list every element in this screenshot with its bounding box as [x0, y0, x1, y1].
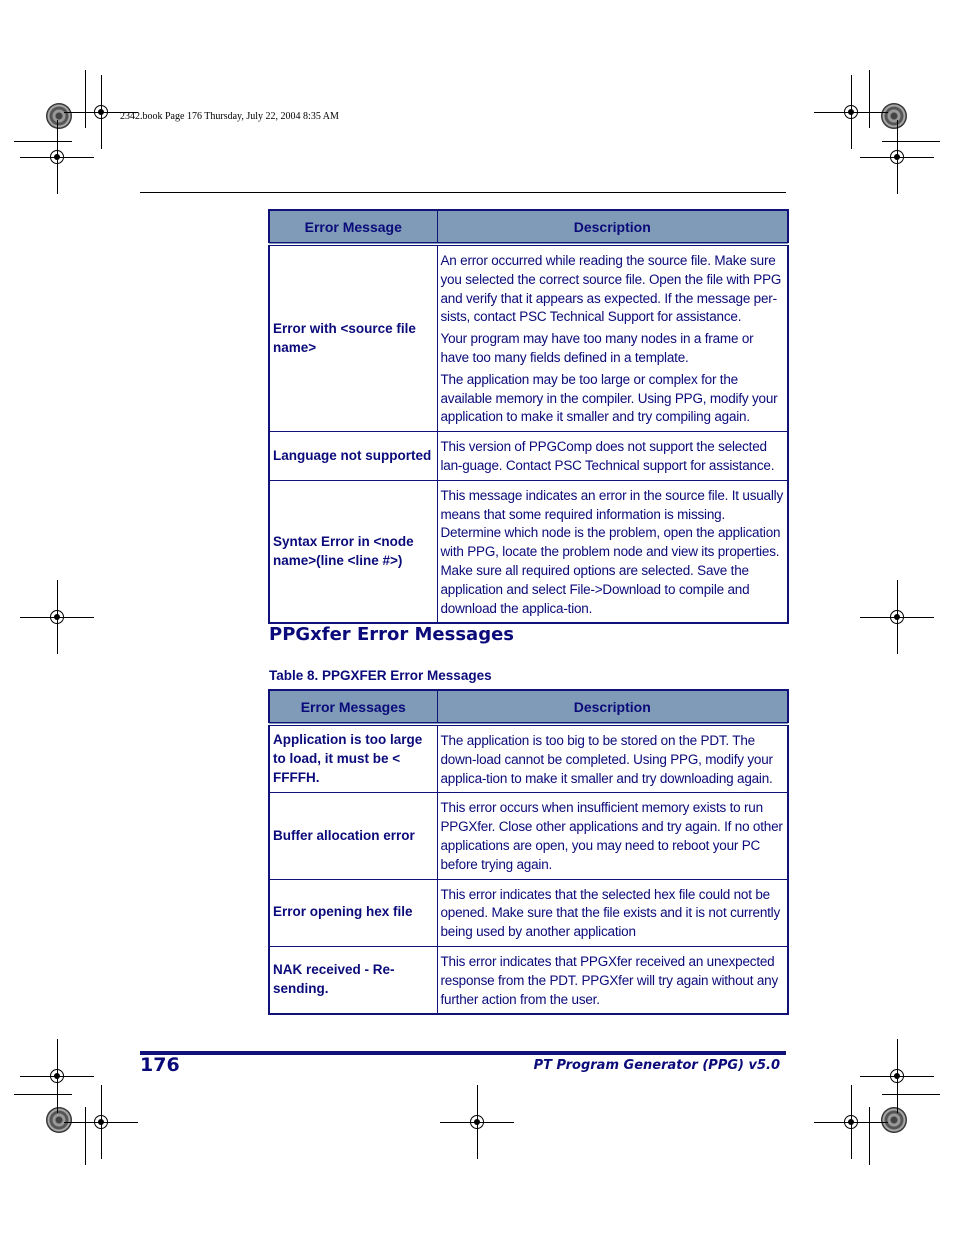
description-cell — [437, 480, 788, 623]
description-cell — [437, 879, 788, 946]
description-paragraph: An error occurred while reading the source file. Make sure you selected the correct source file. Open the file with PPG and verify that it appears as expected. If the message per-sists, contact PSC Technical Support for assistance. — [440, 253, 782, 325]
page-number: 176 — [140, 1054, 180, 1076]
crop-mark — [869, 1107, 870, 1165]
description-paragraph: The application may be too large or complex for the available memory in the compiler. Using PPG, modify your application to make it smaller and try compiling again. — [440, 371, 778, 425]
description-cell — [437, 244, 788, 432]
crop-mark — [882, 141, 940, 142]
crop-mark — [869, 70, 870, 128]
table-row — [269, 879, 788, 946]
error-message-cell: Language not supported — [269, 432, 437, 481]
description-cell — [437, 793, 788, 879]
description-paragraph: The application is too big to be stored on the PDT. The down-load cannot be completed. Using PPG, modify your applica-tion to make it smaller and try downloading again. — [440, 733, 773, 786]
description-paragraph: This message indicates an error in the source file. It usually means that some required information is missing. Determine which node is the problem, open the application with PPG, locate the problem node and view its properties. Make sure all required options are selected. Save the application and select File->Download to compile and download the applica-tion. — [440, 487, 784, 616]
table-header-row — [269, 210, 788, 244]
table-row — [269, 480, 788, 623]
footer-rule — [140, 1051, 786, 1055]
crop-mark — [882, 1094, 940, 1095]
description-cell — [437, 432, 788, 481]
column-header-error-messages: Error Messages — [269, 690, 437, 724]
print-slug: 2342.book Page 176 Thursday, July 22, 2004 8:35 AM — [120, 111, 339, 122]
error-message-cell: Error with <source file name> — [269, 244, 437, 432]
footer-title: PT Program Generator (PPG) v5.0 — [533, 1058, 780, 1073]
crop-mark — [14, 141, 72, 142]
registration-dial-icon — [46, 1107, 72, 1133]
table-header-row — [269, 690, 788, 724]
column-header-error-message: Error Message — [269, 210, 437, 244]
table-row — [269, 946, 788, 1014]
column-header-description: Description — [437, 210, 788, 244]
error-message-cell: Buffer allocation error — [269, 793, 437, 879]
table-caption: Table 8. PPGXFER Error Messages — [269, 668, 492, 683]
crop-mark — [14, 1094, 72, 1095]
registration-dial-icon — [46, 103, 72, 129]
description-paragraph: This error indicates that the selected hex file could not be opened. Make sure that the file exists and it is not currently being used by another application — [440, 886, 781, 940]
error-table-ppgxfer — [268, 689, 789, 1015]
table-row — [269, 244, 788, 432]
crop-mark — [85, 70, 86, 128]
section-heading: PPGxfer Error Messages — [269, 624, 515, 645]
table-row — [269, 432, 788, 481]
header-rule — [140, 192, 786, 193]
description-paragraph: This error occurs when insufficient memory exists to run PPGXfer. Close other applications and try again. If no other applications are open, you may need to reboot your PC before trying again. — [440, 800, 783, 872]
description-paragraph: This version of PPGComp does not support the selected lan-guage. Contact PSC Technical support for assistance. — [440, 439, 775, 473]
error-table-ppgcomp — [268, 209, 789, 624]
registration-dial-icon — [881, 103, 907, 129]
description-cell — [437, 724, 788, 793]
table-row — [269, 724, 788, 793]
description-paragraph: Your program may have too many nodes in a frame or have too many fields defined in a template. — [440, 331, 754, 365]
description-paragraph: This error indicates that PPGXfer received an unexpected response from the PDT. PPGXfer will try again without any further action from the user. — [440, 953, 778, 1007]
table-row — [269, 793, 788, 879]
error-message-cell: Syntax Error in <node name>(line <line #>) — [269, 480, 437, 623]
registration-dial-icon — [881, 1107, 907, 1133]
description-cell — [437, 946, 788, 1014]
error-message-cell: Application is too large to load, it must be < FFFFH. — [269, 724, 437, 793]
column-header-description: Description — [437, 690, 788, 724]
crop-mark — [85, 1107, 86, 1165]
error-message-cell: Error opening hex file — [269, 879, 437, 946]
error-message-cell: NAK received - Re-sending. — [269, 946, 437, 1014]
